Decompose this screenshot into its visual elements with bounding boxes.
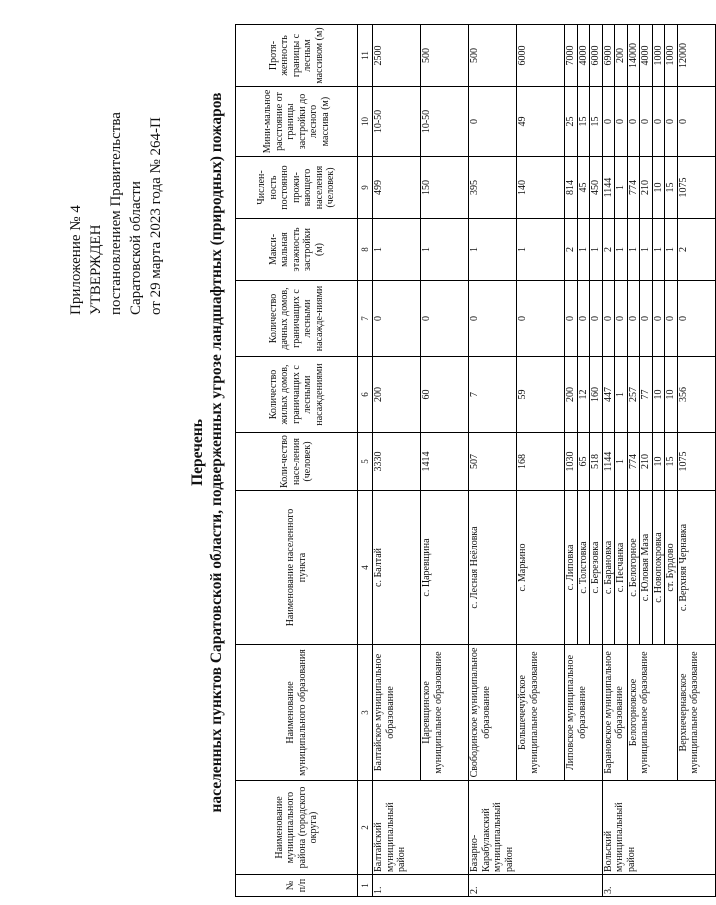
houses-count: 12	[577, 357, 590, 433]
border-length: 2500	[373, 25, 421, 87]
district-name: Базарно-Карабулакский муниципальный район	[469, 781, 603, 875]
settlement-name: с. Березовка	[590, 491, 603, 645]
resident-count: 140	[517, 157, 565, 219]
houses-count: 77	[640, 357, 653, 433]
column-number: 1	[358, 875, 373, 897]
table-header-row	[236, 25, 358, 897]
houses-count: 60	[421, 357, 469, 433]
document-title	[188, 0, 226, 905]
municipality-name: Барановское муниципальное образование	[602, 645, 627, 781]
settlement-name: с. Юловая Маза	[640, 491, 653, 645]
resident-count: 15	[665, 157, 678, 219]
houses-count: 200	[373, 357, 421, 433]
settlement-name: с. Липовка	[565, 491, 578, 645]
municipality-name: Свободинское муниципальное образование	[469, 645, 517, 781]
table-row	[565, 25, 578, 897]
column-number: 3	[358, 645, 373, 781]
border-length: 1000	[665, 25, 678, 87]
resident-count: 814	[565, 157, 578, 219]
min-distance: 10-50	[421, 87, 469, 157]
border-length: 7000	[565, 25, 578, 87]
settlement-name: с. Верхняя Чернавка	[677, 491, 715, 645]
dachas-count: 0	[577, 281, 590, 357]
row-number: 1.	[373, 875, 469, 897]
approval-decree: постановлением Правительства	[108, 112, 124, 315]
min-distance: 0	[677, 87, 715, 157]
population: 1	[615, 433, 628, 491]
dachas-count: 0	[665, 281, 678, 357]
column-number: 9	[358, 157, 373, 219]
resident-count: 395	[469, 157, 517, 219]
municipality-name: Липовское муниципальное образование	[565, 645, 603, 781]
header-cell: Макси-мальная этажность застройки (м)	[236, 219, 358, 281]
table-row	[421, 25, 469, 897]
population: 518	[590, 433, 603, 491]
column-number-row	[358, 25, 373, 897]
header-cell: Количество дачных домов, граничащих с лесными насажде-ниями	[236, 281, 358, 357]
municipality-name: Белогорновское муниципальное образование	[627, 645, 677, 781]
population: 1030	[565, 433, 578, 491]
column-number: 8	[358, 219, 373, 281]
resident-count: 1075	[677, 157, 715, 219]
resident-count: 210	[640, 157, 653, 219]
dachas-count: 0	[565, 281, 578, 357]
resident-count: 45	[577, 157, 590, 219]
min-distance: 49	[517, 87, 565, 157]
max-floors: 2	[602, 219, 615, 281]
border-length: 200	[615, 25, 628, 87]
row-number: 2.	[469, 875, 603, 897]
population: 774	[627, 433, 640, 491]
dachas-count: 0	[373, 281, 421, 357]
column-number: 10	[358, 87, 373, 157]
title-line-1: Перечень	[189, 419, 206, 486]
min-distance: 15	[577, 87, 590, 157]
border-length: 4000	[577, 25, 590, 87]
municipality-name: Верхнечернавское муниципальное образование	[677, 645, 715, 781]
settlement-name: с. Балтай	[373, 491, 421, 645]
houses-count: 200	[565, 357, 578, 433]
houses-count: 7	[469, 357, 517, 433]
min-distance: 15	[590, 87, 603, 157]
settlement-name: с. Новопокровка	[652, 491, 665, 645]
border-length: 6900	[602, 25, 615, 87]
table-row	[677, 25, 715, 897]
border-length: 14000	[627, 25, 640, 87]
dachas-count: 0	[615, 281, 628, 357]
column-number: 2	[358, 781, 373, 875]
settlement-name: с. Лесная Неёловка	[469, 491, 517, 645]
border-length: 6000	[517, 25, 565, 87]
population: 507	[469, 433, 517, 491]
min-distance: 0	[652, 87, 665, 157]
table-row	[627, 25, 640, 897]
min-distance: 0	[602, 87, 615, 157]
population: 1075	[677, 433, 715, 491]
municipality-name: Большечечуйское муниципальное образование	[517, 645, 565, 781]
houses-count: 257	[627, 357, 640, 433]
settlement-name: с. Толстовка	[577, 491, 590, 645]
houses-count: 1	[615, 357, 628, 433]
approval-word: УТВЕРЖДЕН	[88, 224, 104, 315]
houses-count: 160	[590, 357, 603, 433]
population: 1144	[602, 433, 615, 491]
settlements-table	[235, 24, 716, 897]
population: 65	[577, 433, 590, 491]
row-number: 3.	[602, 875, 715, 897]
table-row	[469, 25, 517, 897]
dachas-count: 0	[677, 281, 715, 357]
header-cell: № п/п	[236, 875, 358, 897]
population: 210	[640, 433, 653, 491]
column-number: 6	[358, 357, 373, 433]
table-row	[602, 25, 615, 897]
approval-date: от 29 марта 2023 года № 264-П	[148, 117, 164, 315]
population: 1414	[421, 433, 469, 491]
houses-count: 447	[602, 357, 615, 433]
header-cell: Наименование муниципального образования	[236, 645, 358, 781]
houses-count: 10	[665, 357, 678, 433]
header-cell: Наименование муниципального района (городского округа)	[236, 781, 358, 875]
dachas-count: 0	[602, 281, 615, 357]
table-row	[373, 25, 421, 897]
municipality-name: Балтайское муниципальное образование	[373, 645, 421, 781]
dachas-count: 0	[517, 281, 565, 357]
header-cell: Числен-ность постоянно прожи-вающего населения (человек)	[236, 157, 358, 219]
max-floors: 1	[590, 219, 603, 281]
max-floors: 1	[469, 219, 517, 281]
min-distance: 0	[469, 87, 517, 157]
min-distance: 0	[640, 87, 653, 157]
population: 168	[517, 433, 565, 491]
min-distance: 0	[615, 87, 628, 157]
header-cell: Протя-женность границы с лесным массивом (м)	[236, 25, 358, 87]
border-length: 500	[469, 25, 517, 87]
border-length: 500	[421, 25, 469, 87]
resident-count: 774	[627, 157, 640, 219]
resident-count: 150	[421, 157, 469, 219]
district-name: Вольский муниципальный район	[602, 781, 715, 875]
header-cell: Мини-мальное расстояние от границы застройки до лесного массива (м)	[236, 87, 358, 157]
min-distance: 25	[565, 87, 578, 157]
approval-block	[66, 15, 166, 315]
settlement-name: с. Барановка	[602, 491, 615, 645]
header-cell: Наименование населенного пункта	[236, 491, 358, 645]
column-number: 11	[358, 25, 373, 87]
min-distance: 0	[665, 87, 678, 157]
max-floors: 1	[627, 219, 640, 281]
dachas-count: 0	[590, 281, 603, 357]
settlement-name: с. Царевщина	[421, 491, 469, 645]
resident-count: 10	[652, 157, 665, 219]
max-floors: 1	[577, 219, 590, 281]
header-cell: Коли-чество насе-ления (человек)	[236, 433, 358, 491]
min-distance: 10-50	[373, 87, 421, 157]
dachas-count: 0	[640, 281, 653, 357]
houses-count: 356	[677, 357, 715, 433]
max-floors: 1	[640, 219, 653, 281]
column-number: 4	[358, 491, 373, 645]
max-floors: 1	[373, 219, 421, 281]
resident-count: 450	[590, 157, 603, 219]
population: 3330	[373, 433, 421, 491]
resident-count: 1144	[602, 157, 615, 219]
settlement-name: с. Белогорное	[627, 491, 640, 645]
max-floors: 2	[565, 219, 578, 281]
max-floors: 1	[615, 219, 628, 281]
max-floors: 2	[677, 219, 715, 281]
dachas-count: 0	[421, 281, 469, 357]
column-number: 7	[358, 281, 373, 357]
resident-count: 499	[373, 157, 421, 219]
dachas-count: 0	[469, 281, 517, 357]
houses-count: 59	[517, 357, 565, 433]
min-distance: 0	[627, 87, 640, 157]
dachas-count: 0	[652, 281, 665, 357]
max-floors: 1	[665, 219, 678, 281]
column-number: 5	[358, 433, 373, 491]
border-length: 1000	[652, 25, 665, 87]
table-row	[517, 25, 565, 897]
border-length: 6000	[590, 25, 603, 87]
max-floors: 1	[421, 219, 469, 281]
settlement-name: ст. Бурдово	[665, 491, 678, 645]
population: 15	[665, 433, 678, 491]
settlement-name: с. Песчанка	[615, 491, 628, 645]
appendix-number: Приложение № 4	[68, 205, 84, 315]
approval-region: Саратовской области	[128, 181, 144, 315]
population: 10	[652, 433, 665, 491]
title-line-2: населенных пунктов Саратовской области, подверженных угрозе ландшафтных (природных) пожаров	[208, 92, 225, 813]
resident-count: 1	[615, 157, 628, 219]
municipality-name: Царевщинское муниципальное образование	[421, 645, 469, 781]
header-cell: Количество жилых домов, граничащих с лесными насаждениями	[236, 357, 358, 433]
max-floors: 1	[517, 219, 565, 281]
district-name: Балтайский муниципальный район	[373, 781, 469, 875]
max-floors: 1	[652, 219, 665, 281]
dachas-count: 0	[627, 281, 640, 357]
settlement-name: с. Марьино	[517, 491, 565, 645]
border-length: 4000	[640, 25, 653, 87]
houses-count: 10	[652, 357, 665, 433]
border-length: 12000	[677, 25, 715, 87]
